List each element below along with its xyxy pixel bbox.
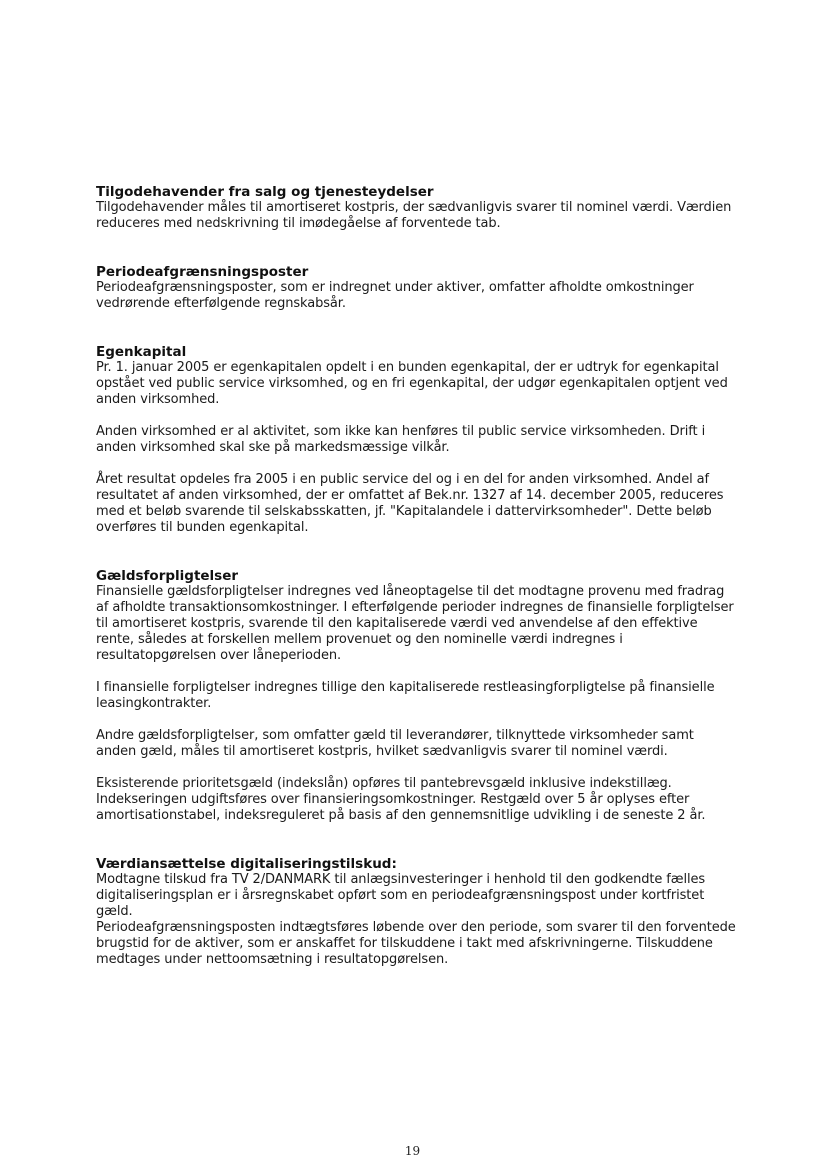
section-heading: Tilgodehavender fra salg og tjenesteydelser [96, 184, 434, 200]
section-liabilities [96, 568, 736, 824]
paragraph: Pr. 1. januar 2005 er egenkapitalen opdelt i en bunden egenkapital, der er udtryk for egenkapital opstået ved public service virksomhed, og en fri egenkapital, der udgør egenkapitalen optjent ved anden virksomhed. [96, 360, 728, 407]
paragraph: Modtagne tilskud fra TV 2/DANMARK til anlægsinvesteringer i henhold til den godkendte fælles digitaliseringsplan er i årsregnskabet opført som en periodeafgrænsningspost under kortfristet gæld. [96, 872, 706, 919]
section-digitalization-grants [96, 856, 736, 968]
document-body [96, 184, 736, 968]
section-heading: Gældsforpligtelser [96, 568, 239, 584]
section-heading: Værdiansættelse digitaliseringstilskud: [96, 856, 397, 872]
paragraph: Anden virksomhed er al aktivitet, som ikke kan henføres til public service virksomheden. Drift i anden virksomhed skal ske på markedsmæssige vilkår. [96, 424, 706, 455]
paragraph: Året resultat opdeles fra 2005 i en public service del og i en del for anden virksomhed. Andel af resultatet af anden virksomhed, der er omfattet af Bek.nr. 1327 af 14. december 2005, reduceres med et beløb svarende til selskabsskatten, jf. "Kapitalandele i dattervirksomheder". Dette beløb overføres til bunden egenkapital. [96, 472, 724, 535]
paragraph: Eksisterende prioritetsgæld (indekslån) opføres til pantebrevsgæld inklusive indekstillæg. Indekseringen udgiftsføres over finansieringsomkostninger. Restgæld over 5 år oplyses efter amortisationstabel, indeksreguleret på basis af den gennemsnitlige udvikling i de seneste 2 år. [96, 776, 706, 823]
paragraph: Periodeafgrænsningsposten indtægtsføres løbende over den periode, som svarer til den forventede brugstid for de aktiver, som er anskaffet for tilskuddene i takt med afskrivningerne. Tilskuddene medtages under nettoomsætning i resultatopgørelsen. [96, 920, 736, 967]
section-equity [96, 344, 736, 536]
paragraph: Periodeafgrænsningsposter, som er indregnet under aktiver, omfatter afholdte omkostninger vedrørende efterfølgende regnskabsår. [96, 280, 694, 311]
page-number: 19 [404, 1144, 421, 1158]
paragraph: Andre gældsforpligtelser, som omfatter gæld til leverandører, tilknyttede virksomheder samt anden gæld, måles til amortiseret kostpris, hvilket sædvanligvis svarer til nominel værdi. [96, 728, 694, 759]
section-receivables [96, 184, 736, 232]
paragraph: Tilgodehavender måles til amortiseret kostpris, der sædvanligvis svarer til nominel værdi. Værdien reduceres med nedskrivning til imødegåelse af forventede tab. [96, 200, 732, 231]
section-prepayments [96, 264, 736, 312]
section-heading: Periodeafgrænsningsposter [96, 264, 309, 280]
section-heading: Egenkapital [96, 344, 187, 360]
paragraph: I finansielle forpligtelser indregnes tillige den kapitaliserede restleasingforpligtelse på finansielle leasingkontrakter. [96, 680, 715, 711]
paragraph: Finansielle gældsforpligtelser indregnes ved låneoptagelse til det modtagne provenu med fradrag af afholdte transaktionsomkostninger. I efterfølgende perioder indregnes de finansielle forpligtelser til amortiseret kostpris, svarende til den kapitaliserede værdi ved anvendelse af den effektive rente, således at forskellen mellem provenuet og den nominelle værdi indregnes i resultatopgørelsen over låneperioden. [96, 584, 734, 663]
